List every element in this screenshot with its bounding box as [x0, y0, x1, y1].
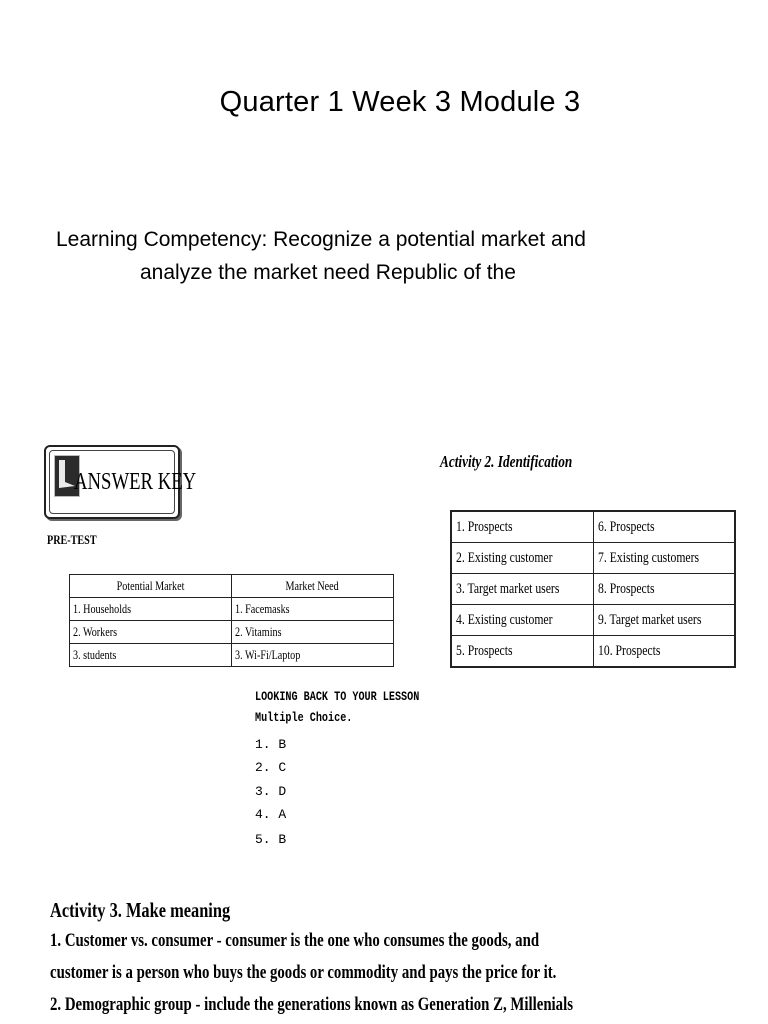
table-cell: 7. Existing customers	[593, 543, 735, 574]
list-item: 4. A	[255, 807, 287, 822]
pretest-table	[69, 574, 394, 667]
table-header-row	[70, 575, 394, 598]
table-row	[451, 605, 735, 636]
learning-competency-line-1: Learning Competency: Recognize a potential market and	[56, 228, 586, 251]
table-row	[451, 543, 735, 574]
answer-key-label: ANSWER KEY	[74, 469, 197, 495]
table-cell: 3. Wi-Fi/Laptop	[232, 644, 394, 667]
table-row	[451, 636, 735, 668]
table-row	[70, 598, 394, 621]
table-cell: 3. students	[70, 644, 232, 667]
table-cell: 1. Facemasks	[232, 598, 394, 621]
table-header-cell: Market Need	[232, 575, 394, 598]
activity3-title: Activity 3. Make meaning	[50, 898, 231, 922]
list-item: 2. C	[255, 760, 287, 775]
table-cell: 6. Prospects	[593, 511, 735, 543]
pretest-label: PRE-TEST	[47, 532, 97, 547]
identification-table	[450, 510, 736, 668]
table-row	[451, 511, 735, 543]
table-row	[70, 644, 394, 667]
table-cell: 10. Prospects	[593, 636, 735, 668]
list-item: 3. D	[255, 784, 287, 799]
table-row	[70, 621, 394, 644]
list-item: 5. B	[255, 832, 287, 847]
multiple-choice-label: Multiple Choice.	[255, 710, 353, 725]
list-item: 1. B	[255, 737, 287, 752]
table-cell: 9. Target market users	[593, 605, 735, 636]
page-title: Quarter 1 Week 3 Module 3	[219, 86, 581, 118]
looking-back-title: LOOKING BACK TO YOUR LESSON	[255, 689, 420, 704]
activity3-line: 1. Customer vs. consumer - consumer is the one who consumes the goods, and	[50, 930, 540, 951]
table-cell: 2. Workers	[70, 621, 232, 644]
activity2-title: Activity 2. Identification	[440, 452, 573, 471]
table-cell: 1. Prospects	[451, 511, 593, 543]
table-cell: 4. Existing customer	[451, 605, 593, 636]
table-row	[451, 574, 735, 605]
table-header-cell: Potential Market	[70, 575, 232, 598]
answer-key-logo	[44, 445, 197, 519]
table-cell: 1. Households	[70, 598, 232, 621]
table-cell: 2. Vitamins	[232, 621, 394, 644]
table-cell: 8. Prospects	[593, 574, 735, 605]
activity3-line: 2. Demographic group - include the generations known as Generation Z, Millenials	[50, 994, 573, 1015]
table-cell: 3. Target market users	[451, 574, 593, 605]
activity3-line: customer is a person who buys the goods or commodity and pays the price for it.	[50, 962, 557, 983]
table-cell: 5. Prospects	[451, 636, 593, 668]
table-cell: 2. Existing customer	[451, 543, 593, 574]
learning-competency-line-2: analyze the market need Republic of the	[140, 261, 516, 284]
